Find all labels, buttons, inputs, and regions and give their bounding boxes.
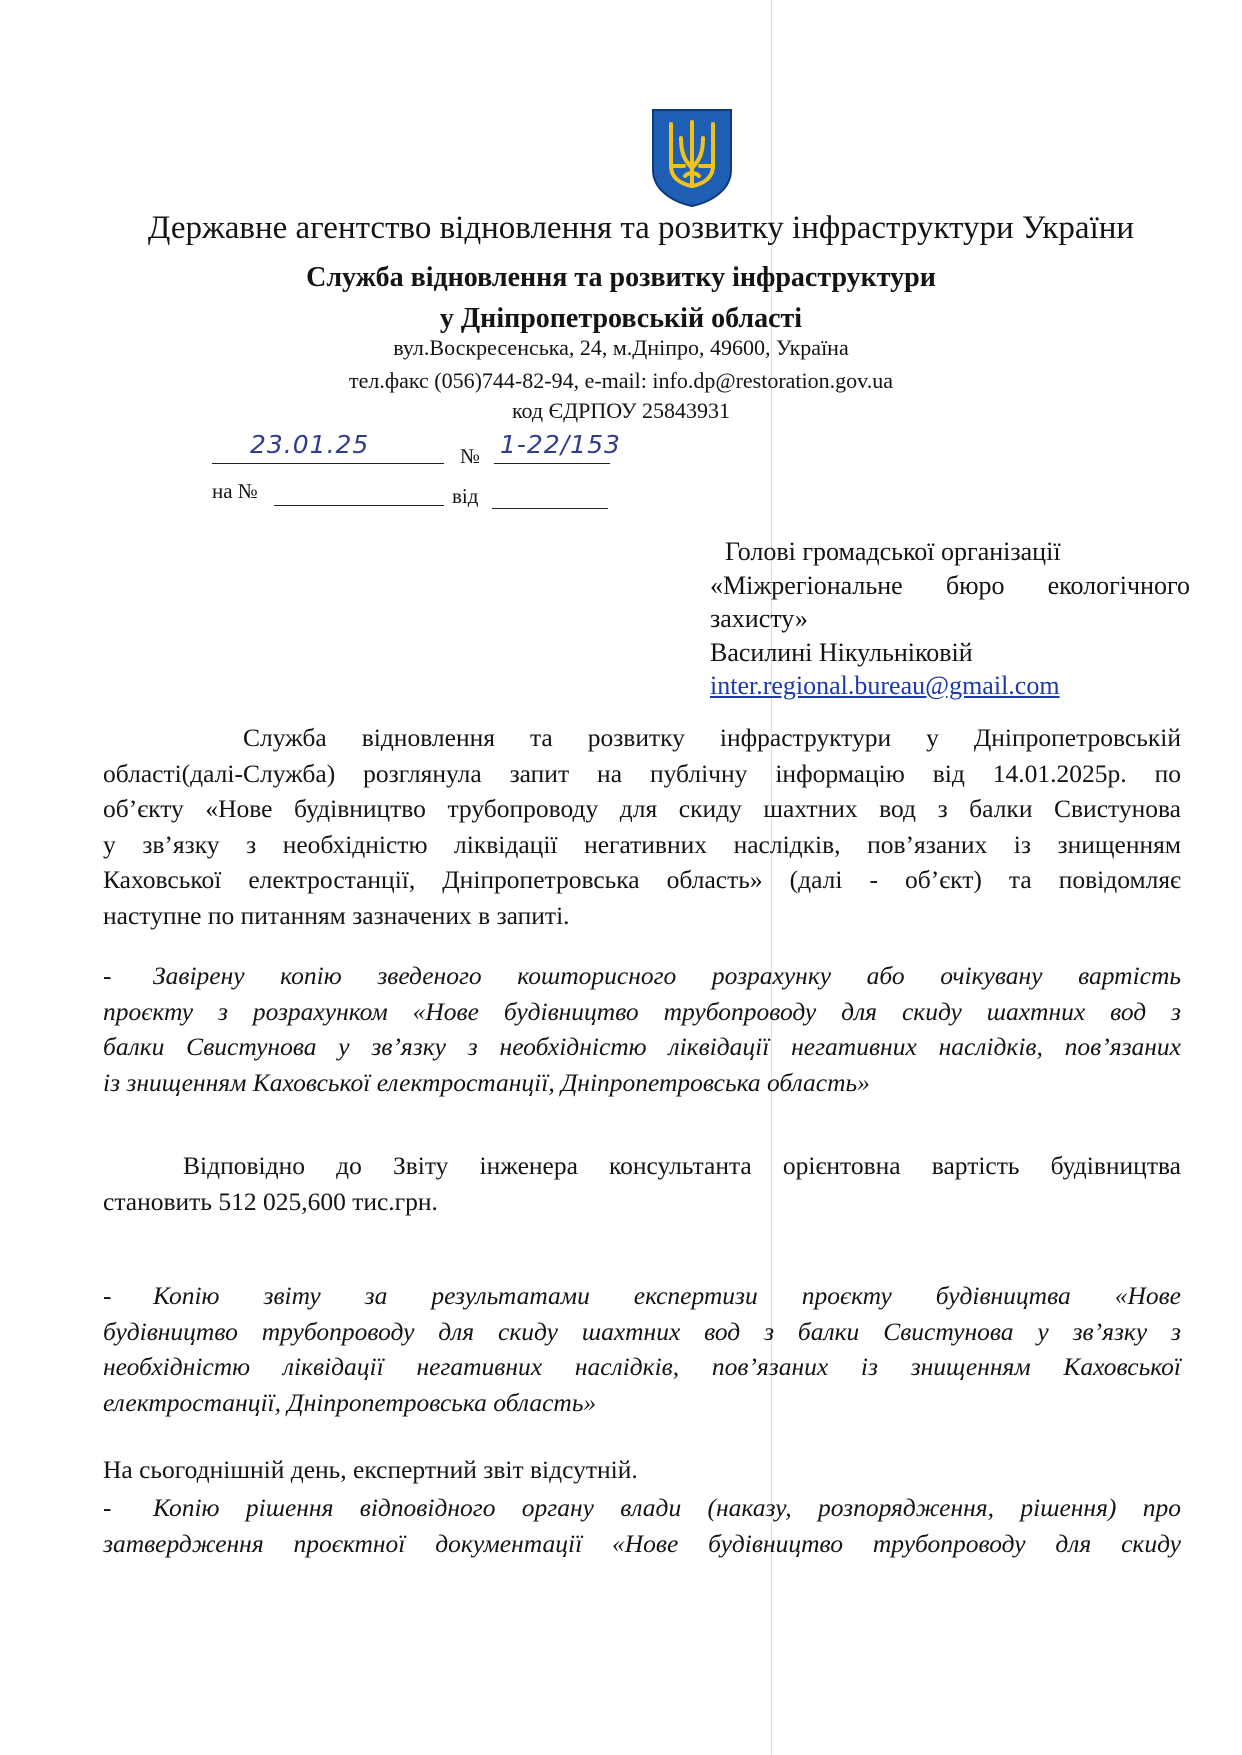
answer-line: становить 512 025,600 тис.грн. — [103, 1186, 438, 1216]
intro-line: Служба відновлення та розвитку інфраструктури у Дніпропетровській — [243, 723, 1181, 752]
service-edrpou: код ЄДРПОУ 25843931 — [511, 398, 730, 423]
service-address: вул.Воскресенська, 24, м.Дніпро, 49600, Україна — [393, 335, 849, 360]
question-line: затвердження проєктної документації «Нове будівництво трубопроводу для скиду — [103, 1528, 1181, 1558]
intro-line: області(далі-Служба) розглянула запит на публічну інформацію від 14.01.2025р. по — [103, 758, 1181, 788]
addressee-email-link[interactable]: inter.regional.bureau@gmail.com — [710, 671, 1060, 700]
service-name: Служба відновлення та розвитку інфраструктури — [306, 262, 936, 293]
intro-line: об’єкту «Нове будівництво трубопроводу для скиду шахтних вод з балки Свистунова — [103, 794, 1181, 823]
reference-number-line — [274, 505, 444, 506]
agency-name: Державне агентство відновлення та розвитку інфраструктури України — [147, 210, 1135, 246]
question-3 — [103, 1490, 1181, 1561]
addressee-block — [710, 535, 1190, 703]
outgoing-date: 23.01.25 — [250, 430, 370, 459]
question-line: будівництво трубопроводу для скиду шахтних вод з балки Свистунова у зв’язку з — [103, 1316, 1181, 1346]
question-line: із знищенням Каховської електростанції, Дніпропетровська область» — [103, 1067, 870, 1097]
intro-paragraph — [103, 720, 1181, 933]
question-line: електростанції, Дніпропетровська область» — [103, 1387, 597, 1417]
answer-2 — [103, 1452, 1181, 1488]
addressee-line2: «Міжрегіональне бюро екологічного — [710, 570, 1190, 600]
question-line: необхідністю ліквідації негативних наслідків, пов’язаних із знищенням Каховської — [103, 1352, 1181, 1381]
intro-line: Каховської електростанції, Дніпропетровська область» (далі - об’єкт) та повідомляє — [103, 865, 1181, 894]
outgoing-number-line — [494, 463, 610, 464]
outgoing-number-label: № — [460, 444, 481, 468]
list-dash: - — [103, 1493, 112, 1522]
coat-of-arms-icon — [651, 108, 733, 208]
outgoing-number: 1-22/153 — [500, 430, 621, 459]
intro-line: наступне по питанням зазначених в запиті. — [103, 900, 570, 930]
addressee-name: Василині Нікульніковій — [710, 637, 973, 667]
question-1 — [103, 958, 1181, 1100]
answer-1 — [103, 1148, 1181, 1219]
list-dash: - — [103, 1281, 112, 1310]
service-region: у Дніпропетровській області — [439, 303, 803, 334]
answer-line: Відповідно до Звіту інженера консультанта орієнтовна вартість будівництва — [183, 1151, 1181, 1180]
reference-number-label: на № — [212, 479, 258, 503]
outgoing-date-line — [212, 463, 444, 464]
reference-date-label: від — [452, 484, 479, 508]
addressee-line1: Голові громадської організації — [725, 537, 1061, 566]
intro-line: у зв’язку з необхідністю ліквідації негативних наслідків, пов’язаних із знищенням — [103, 829, 1181, 859]
question-text: Копію рішення відповідного органу влади (наказу, розпорядження, рішення) про — [153, 1493, 1181, 1522]
question-line — [103, 958, 1181, 994]
answer-line: На сьогоднішній день, експертний звіт відсутній. — [103, 1455, 638, 1484]
addressee-line3: захисту» — [710, 604, 808, 633]
question-line: проєкту з розрахунком «Нове будівництво трубопроводу для скиду шахтних вод з — [103, 996, 1181, 1026]
service-contacts: тел.факс (056)744-82-94, e-mail: info.dp@restoration.gov.ua — [348, 368, 893, 393]
question-text: Копію звіту за результатами експертизи проєкту будівництва «Нове — [153, 1281, 1181, 1310]
question-2 — [103, 1278, 1181, 1420]
question-line — [103, 1278, 1181, 1314]
question-line — [103, 1490, 1181, 1526]
question-line: балки Свистунова у зв’язку з необхідністю ліквідації негативних наслідків, пов’язаних — [103, 1032, 1181, 1061]
list-dash: - — [103, 961, 112, 990]
reference-date-line — [492, 508, 608, 509]
question-text: Завірену копію зведеного кошторисного розрахунку або очікувану вартість — [153, 961, 1181, 990]
